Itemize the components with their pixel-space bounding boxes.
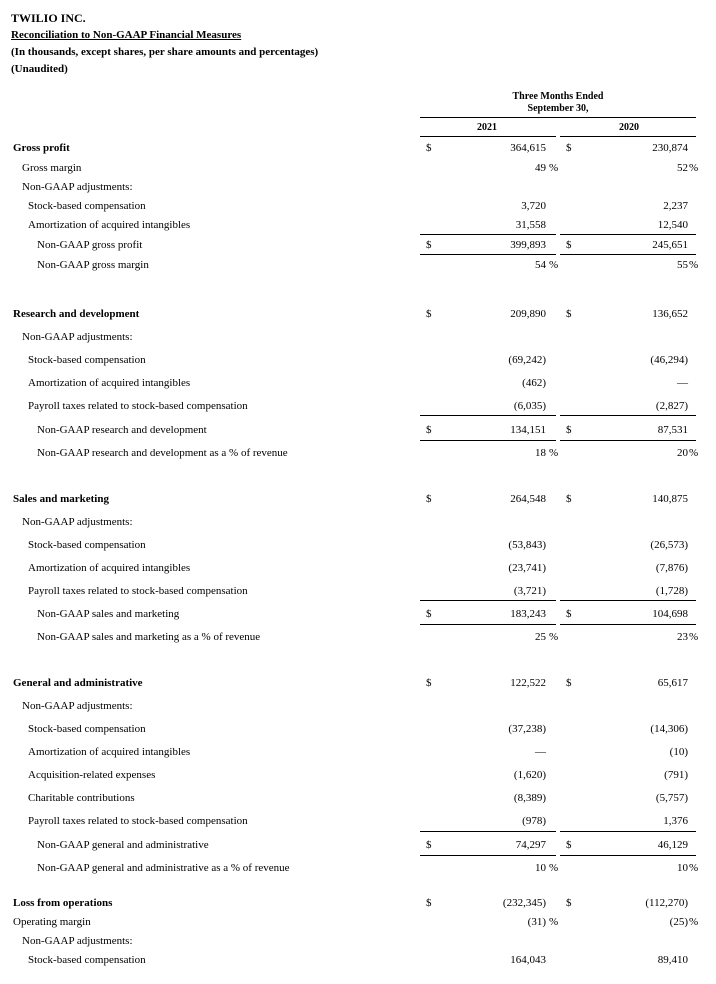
row-label: Charitable contributions (28, 792, 135, 804)
total-rule (420, 440, 556, 441)
row-label: Non-GAAP adjustments: (22, 181, 133, 193)
table-row (0, 561, 716, 575)
table-row (0, 199, 716, 213)
row-label: Acquisition-related expenses (28, 769, 156, 781)
value-2021: 183,243 (510, 608, 546, 620)
value-2020: (791) (664, 769, 688, 781)
period-heading (420, 91, 696, 115)
row-label: Stock-based compensation (28, 954, 146, 966)
table-row (0, 238, 716, 252)
row-label: Amortization of acquired intangibles (28, 377, 191, 389)
heading-rule (420, 117, 696, 118)
row-label: Non-GAAP adjustments: (22, 935, 133, 947)
value-2021: (232,345) (502, 897, 546, 909)
value-2020: (10) (669, 746, 688, 758)
year-2020-header: 2020 (619, 122, 639, 133)
value-2020: 55 (677, 259, 688, 271)
table-row (0, 258, 716, 272)
total-rule (420, 254, 556, 255)
row-label: General and administrative (13, 677, 143, 689)
table-row (0, 607, 716, 621)
total-rule (420, 855, 556, 856)
table-row (0, 791, 716, 805)
percent-sign: % (689, 862, 699, 874)
document-title: Reconciliation to Non-GAAP Financial Measures (11, 29, 242, 41)
value-2020: 136,652 (652, 308, 688, 320)
row-label: Sales and marketing (13, 493, 109, 505)
value-2021: (978) (522, 815, 546, 827)
value-2020: 104,698 (652, 608, 688, 620)
value-2020: 2,237 (663, 200, 688, 212)
value-2020: (25) (669, 916, 688, 928)
table-row (0, 838, 716, 852)
row-label: Non-GAAP gross margin (37, 259, 149, 271)
value-2021: 49 (535, 162, 546, 174)
currency-symbol: $ (566, 839, 572, 851)
value-2020: (26,573) (650, 539, 688, 551)
percent-sign: % (549, 259, 559, 271)
table-row (0, 699, 716, 713)
value-2020: (46,294) (650, 354, 688, 366)
row-label: Operating margin (13, 916, 91, 928)
row-label: Payroll taxes related to stock-based compensation (28, 400, 248, 412)
total-rule (560, 440, 696, 441)
currency-symbol: $ (566, 239, 572, 251)
currency-symbol: $ (566, 608, 572, 620)
table-row (0, 180, 716, 194)
currency-symbol: $ (566, 142, 572, 154)
value-2020: 245,651 (652, 239, 688, 251)
table-row (0, 492, 716, 506)
value-2020: (5,757) (655, 792, 688, 804)
value-2021: (53,843) (508, 539, 546, 551)
value-2021: 164,043 (510, 954, 546, 966)
year2-rule (560, 136, 696, 137)
percent-sign: % (689, 916, 699, 928)
value-2020: (112,270) (645, 897, 688, 909)
table-row (0, 722, 716, 736)
total-rule (420, 624, 556, 625)
currency-symbol: $ (426, 239, 432, 251)
row-label: Non-GAAP gross profit (37, 239, 143, 251)
row-label: Non-GAAP general and administrative as a % of revenue (37, 862, 290, 874)
value-2020: 89,410 (657, 954, 688, 966)
row-label: Amortization of acquired intangibles (28, 746, 191, 758)
row-label: Stock-based compensation (28, 539, 146, 551)
value-2020: (1,728) (655, 585, 688, 597)
value-2021: 54 (535, 259, 546, 271)
table-row (0, 953, 716, 967)
table-row (0, 934, 716, 948)
percent-sign: % (689, 259, 699, 271)
row-label: Non-GAAP research and development as a % of revenue (37, 447, 288, 459)
document-subtitle: (In thousands, except shares, per share amounts and percentages) (11, 46, 319, 58)
table-row (0, 584, 716, 598)
row-label: Payroll taxes related to stock-based compensation (28, 585, 248, 597)
table-row (0, 376, 716, 390)
subtotal-rule (560, 600, 696, 601)
row-label: Non-GAAP sales and marketing (37, 608, 180, 620)
value-2020: 65,617 (657, 677, 688, 689)
value-2021: (37,238) (508, 723, 546, 735)
unaudited-note: (Unaudited) (11, 63, 68, 75)
subtotal-rule (420, 234, 556, 235)
value-2021: (69,242) (508, 354, 546, 366)
value-2020: 10 (677, 862, 688, 874)
value-2020: 20 (677, 447, 688, 459)
table-row (0, 915, 716, 929)
table-row (0, 218, 716, 232)
row-label: Non-GAAP adjustments: (22, 516, 133, 528)
row-label: Gross profit (13, 142, 70, 154)
table-row (0, 814, 716, 828)
value-2020: 230,874 (652, 142, 688, 154)
currency-symbol: $ (426, 142, 432, 154)
value-2021: 209,890 (510, 308, 546, 320)
value-2021: 10 (535, 862, 546, 874)
subtotal-rule (420, 600, 556, 601)
value-2020: (2,827) (655, 400, 688, 412)
table-row (0, 896, 716, 910)
row-label: Non-GAAP sales and marketing as a % of revenue (37, 631, 261, 643)
table-row (0, 515, 716, 529)
table-row (0, 745, 716, 759)
value-2021: — (535, 746, 546, 758)
percent-sign: % (689, 631, 699, 643)
value-2021: 3,720 (521, 200, 546, 212)
subtotal-rule (560, 234, 696, 235)
percent-sign: % (549, 916, 559, 928)
currency-symbol: $ (566, 897, 572, 909)
currency-symbol: $ (426, 839, 432, 851)
value-2020: 52 (677, 162, 688, 174)
value-2020: 46,129 (657, 839, 688, 851)
currency-symbol: $ (426, 897, 432, 909)
currency-symbol: $ (426, 608, 432, 620)
table-row (0, 630, 716, 644)
row-label: Gross margin (22, 162, 82, 174)
table-row (0, 307, 716, 321)
value-2020: 1,376 (663, 815, 688, 827)
currency-symbol: $ (566, 677, 572, 689)
percent-sign: % (549, 862, 559, 874)
table-row (0, 423, 716, 437)
value-2020: 23 (677, 631, 688, 643)
value-2020: — (677, 377, 688, 389)
table-row (0, 676, 716, 690)
company-name: TWILIO INC. (11, 11, 86, 25)
value-2021: 134,151 (510, 424, 546, 436)
value-2021: 74,297 (515, 839, 546, 851)
subtotal-rule (560, 415, 696, 416)
row-label: Stock-based compensation (28, 723, 146, 735)
value-2021: (8,389) (513, 792, 546, 804)
percent-sign: % (689, 447, 699, 459)
value-2020: 12,540 (657, 219, 688, 231)
table-row (0, 399, 716, 413)
value-2020: (7,876) (655, 562, 688, 574)
currency-symbol: $ (426, 308, 432, 320)
table-row (0, 141, 716, 155)
row-label: Non-GAAP adjustments: (22, 700, 133, 712)
row-label: Stock-based compensation (28, 354, 146, 366)
subtotal-rule (420, 831, 556, 832)
period-heading-line2: September 30, (527, 103, 589, 114)
value-2021: 364,615 (510, 142, 546, 154)
row-label: Non-GAAP general and administrative (37, 839, 209, 851)
percent-sign: % (549, 162, 559, 174)
percent-sign: % (689, 162, 699, 174)
row-label: Amortization of acquired intangibles (28, 219, 191, 231)
table-row (0, 861, 716, 875)
total-rule (560, 855, 696, 856)
table-row (0, 768, 716, 782)
currency-symbol: $ (566, 424, 572, 436)
currency-symbol: $ (566, 308, 572, 320)
value-2021: (3,721) (513, 585, 546, 597)
subtotal-rule (560, 831, 696, 832)
value-2021: 31,558 (515, 219, 546, 231)
row-label: Research and development (13, 308, 140, 320)
table-row (0, 446, 716, 460)
value-2020: (14,306) (650, 723, 688, 735)
value-2021: 122,522 (510, 677, 546, 689)
currency-symbol: $ (426, 493, 432, 505)
currency-symbol: $ (426, 677, 432, 689)
value-2020: 140,875 (652, 493, 688, 505)
total-rule (560, 624, 696, 625)
row-label: Non-GAAP research and development (37, 424, 207, 436)
period-heading-line1: Three Months Ended (512, 91, 604, 102)
value-2020: 87,531 (657, 424, 688, 436)
value-2021: (462) (522, 377, 546, 389)
row-label: Non-GAAP adjustments: (22, 331, 133, 343)
value-2021: (31) (527, 916, 546, 928)
value-2021: (1,620) (513, 769, 546, 781)
currency-symbol: $ (566, 493, 572, 505)
currency-symbol: $ (426, 424, 432, 436)
value-2021: 264,548 (510, 493, 546, 505)
percent-sign: % (549, 631, 559, 643)
value-2021: 25 (535, 631, 546, 643)
year-2021-header: 2021 (477, 122, 497, 133)
row-label: Stock-based compensation (28, 200, 146, 212)
percent-sign: % (549, 447, 559, 459)
total-rule (560, 254, 696, 255)
table-row (0, 353, 716, 367)
table-row (0, 330, 716, 344)
year1-rule (420, 136, 556, 137)
value-2021: 399,893 (510, 239, 546, 251)
value-2021: 18 (535, 447, 546, 459)
table-row (0, 538, 716, 552)
row-label: Loss from operations (13, 897, 113, 909)
value-2021: (23,741) (508, 562, 546, 574)
row-label: Payroll taxes related to stock-based compensation (28, 815, 248, 827)
subtotal-rule (420, 415, 556, 416)
value-2021: (6,035) (513, 400, 546, 412)
table-row (0, 161, 716, 175)
row-label: Amortization of acquired intangibles (28, 562, 191, 574)
